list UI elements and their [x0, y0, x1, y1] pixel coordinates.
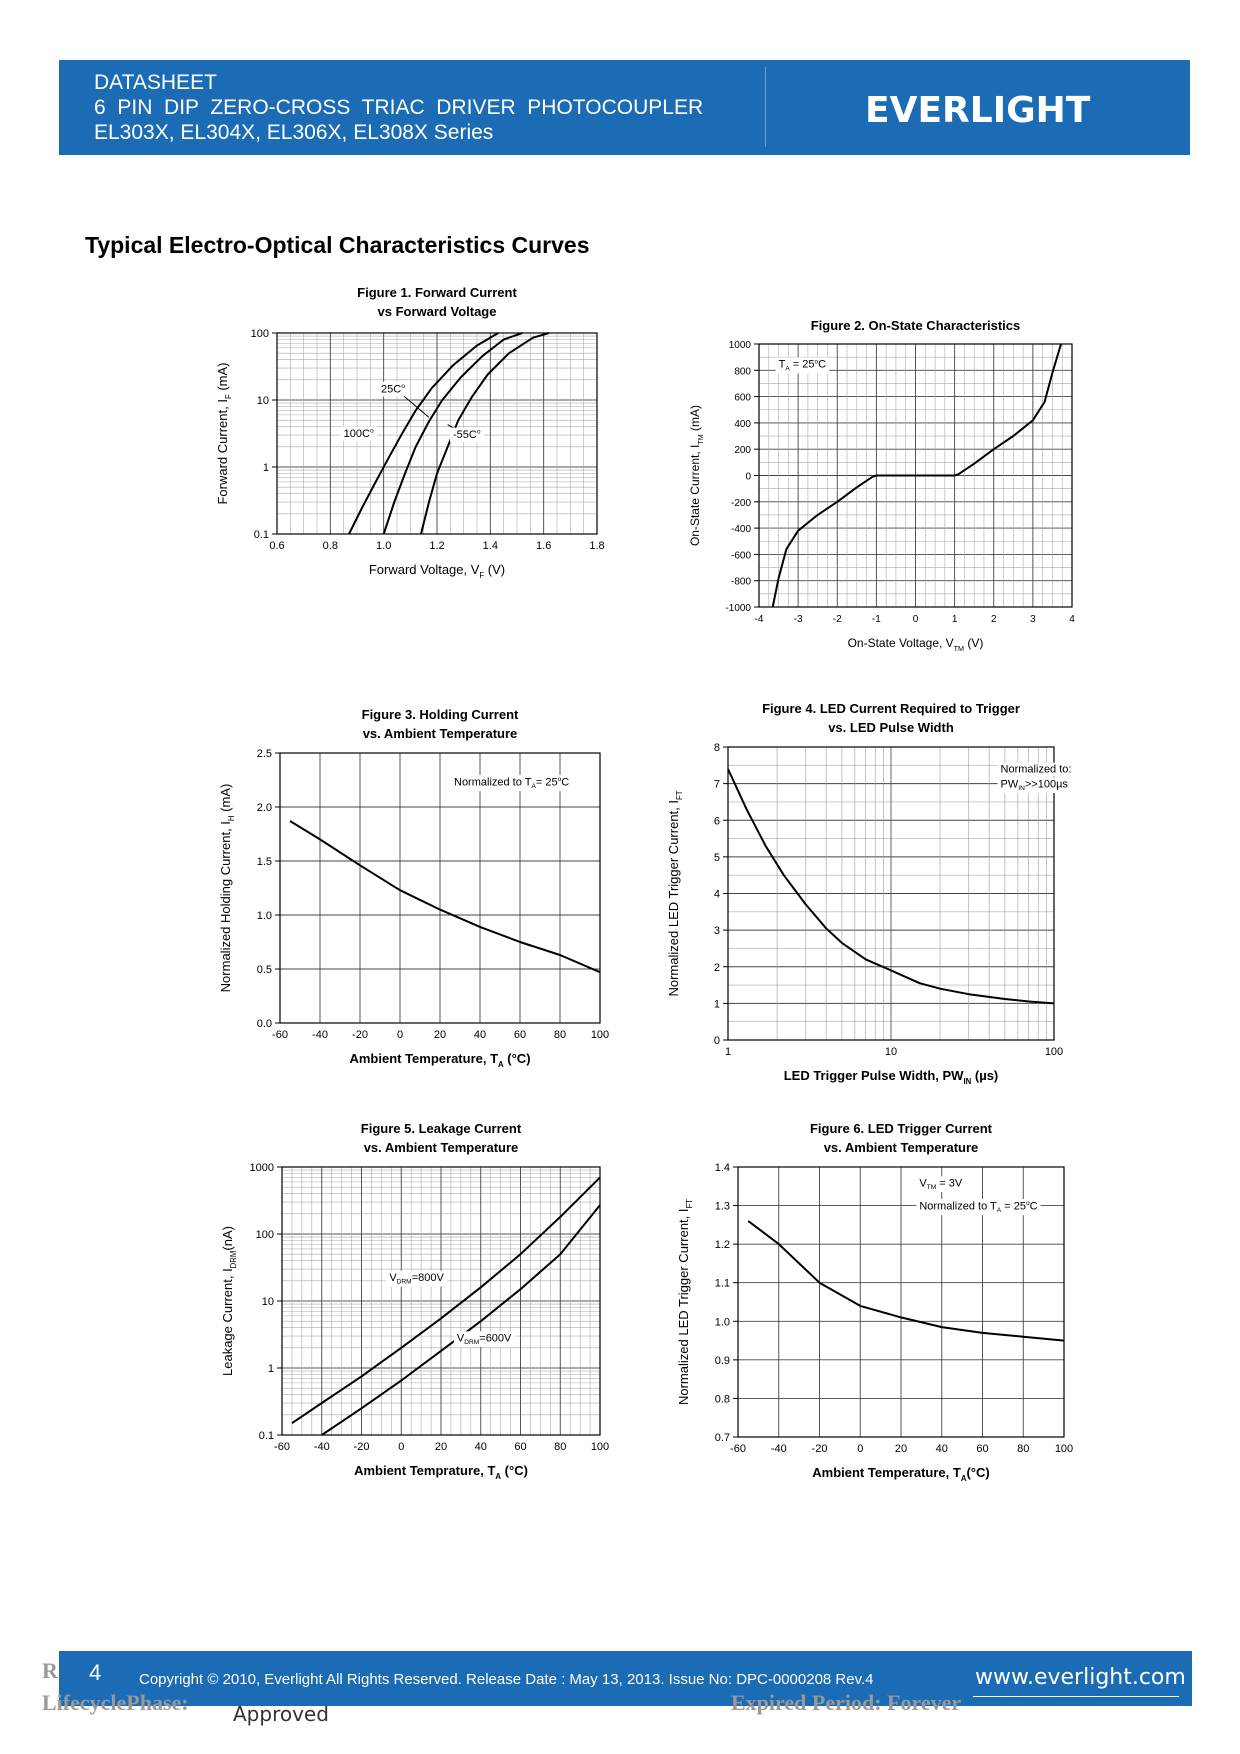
chart-title-line: Figure 1. Forward Current	[357, 285, 517, 300]
chart-title-line: vs. Ambient Temperature	[823, 1140, 979, 1155]
y-tick-label: 100	[250, 328, 269, 340]
y-axis-label: Normalized LED Trigger Current, $I_{FT}$	[676, 1198, 694, 1406]
x-axis-label: On-State Voltage, $V_{TM}$ (V)	[847, 636, 984, 653]
y-tick-label: 2	[713, 961, 720, 974]
x-tick-label: 100	[590, 1029, 610, 1041]
y-tick-label: 0	[713, 1035, 720, 1047]
x-tick-label: -40	[770, 1443, 787, 1455]
x-tick-label: -60	[272, 1029, 288, 1041]
figure-4-chart	[666, 695, 1090, 1086]
x-tick-label: 1	[951, 614, 958, 625]
figure-6	[670, 1113, 1090, 1483]
footer-bar	[59, 1651, 1192, 1706]
y-tick-label: 1.0	[714, 1316, 730, 1329]
x-tick-label: -2	[832, 614, 842, 625]
figure-1-chart	[210, 282, 640, 652]
annotation-label: $V_{DRM}=800V$	[389, 1271, 444, 1286]
y-axis-label: Leakage Current, $I_{DRM}(nA)$	[220, 1225, 238, 1377]
x-axis-label: Forward Voltage, $V_F$ (V)	[368, 562, 506, 580]
figure-5-chart	[210, 1113, 640, 1483]
approved-stamp: Approved	[233, 1702, 329, 1726]
chart-title-line: vs Forward Voltage	[377, 304, 497, 319]
annotation-label: $PW_{IN}>>100\mu s$	[1000, 778, 1068, 793]
series-line-1	[748, 1221, 1064, 1341]
x-tick-label: -20	[353, 1441, 370, 1453]
x-tick-label: 1.2	[429, 540, 445, 552]
header-line-datasheet: DATASHEET	[94, 71, 217, 94]
x-tick-label: 80	[554, 1441, 567, 1453]
x-tick-label: 40	[474, 1441, 487, 1453]
x-tick-label: 0	[398, 1441, 405, 1453]
chart-title-line: vs. Ambient Temperature	[363, 1140, 519, 1155]
x-tick-label: 60	[513, 1029, 527, 1041]
page-number: 4	[89, 1660, 102, 1685]
x-tick-label: 100	[1044, 1046, 1064, 1058]
y-tick-label: 1.2	[714, 1239, 730, 1252]
chart-title-line: vs. LED Pulse Width	[828, 720, 954, 735]
series-line-1	[290, 821, 600, 972]
y-tick-label: 1.1	[714, 1277, 730, 1290]
y-tick-label: 1.0	[256, 910, 272, 922]
x-axis-label: Ambient Temperature, $T_A$ (°C)	[349, 1051, 531, 1069]
grid	[280, 753, 600, 1023]
lifecycle-phase-label: LifecyclePhase:	[42, 1690, 189, 1715]
x-tick-label: 20	[433, 1029, 447, 1041]
header-divider	[765, 67, 766, 147]
y-tick-label: 1.3	[714, 1200, 730, 1213]
section-title: Typical Electro-Optical Characteristics Curves	[85, 232, 590, 258]
y-tick-label: 600	[734, 392, 751, 404]
chart-title-line: Figure 4. LED Current Required to Trigger	[762, 701, 1020, 716]
annotation-label: $100C^o$	[343, 427, 374, 441]
x-axis-label: LED Trigger Pulse Width, $PW_{IN}$ (µs)	[783, 1068, 999, 1086]
header-line-product: 6 PIN DIP ZERO-CROSS TRIAC DRIVER PHOTOCOUPLER	[94, 96, 704, 119]
chart-title-line: Figure 5. Leakage Current	[360, 1121, 522, 1136]
y-tick-label: 1	[267, 1363, 274, 1375]
x-tick-label: -60	[274, 1441, 290, 1453]
annotation-label: Normalized to $T_A = 25^oC$	[919, 1200, 1038, 1215]
y-tick-label: 10	[256, 395, 269, 407]
y-tick-label: 0	[745, 471, 751, 483]
x-tick-label: 100	[1054, 1443, 1074, 1455]
y-tick-label: 10	[261, 1296, 274, 1308]
x-tick-label: 60	[514, 1441, 527, 1453]
y-tick-label: 1000	[249, 1162, 274, 1174]
x-tick-label: 0	[396, 1029, 404, 1041]
x-tick-label: 80	[553, 1029, 567, 1041]
x-tick-label: 0	[912, 614, 919, 625]
y-tick-label: 5	[713, 851, 720, 864]
copyright-text: Copyright © 2010, Everlight All Rights Reserved. Release Date : May 13, 2013. Issue No: DPC-0000208 Rev.4	[139, 1671, 874, 1688]
lifecycle-prefix: R	[42, 1658, 58, 1683]
x-tick-label: 2	[990, 614, 997, 625]
x-tick-label: 1.0	[376, 540, 392, 552]
x-tick-label: 1	[724, 1046, 732, 1058]
x-tick-label: 1.8	[589, 540, 605, 552]
x-tick-label: 0.6	[269, 540, 285, 552]
annotation-label: $V_{TM} = 3V$	[919, 1177, 963, 1192]
y-tick-label: 2.5	[256, 748, 272, 760]
x-tick-label: -3	[793, 614, 803, 625]
y-tick-label: 400	[734, 418, 751, 430]
website-link[interactable]: www.everlight.com	[975, 1665, 1186, 1690]
y-tick-label: 1	[713, 998, 720, 1011]
y-tick-label: -1000	[725, 603, 751, 614]
y-tick-label: -400	[730, 524, 751, 536]
x-tick-label: 20	[894, 1443, 908, 1455]
y-tick-label: 1.5	[256, 856, 272, 868]
everlight-logo: EVERLIGHT	[865, 90, 1091, 131]
figure-6-chart	[670, 1113, 1090, 1483]
x-tick-label: 4	[1069, 614, 1075, 625]
figure-2	[670, 312, 1090, 652]
chart-title-line: vs. Ambient Temperature	[362, 726, 518, 741]
annotation-label: $T_A = 25^oC$	[778, 358, 827, 373]
x-tick-label: -20	[811, 1443, 828, 1455]
y-tick-label: 1000	[728, 340, 751, 351]
figure-2-chart	[670, 312, 1090, 652]
chart-title-line: Figure 2. On-State Characteristics	[810, 318, 1021, 333]
x-tick-label: 40	[473, 1029, 487, 1041]
x-tick-label: 10	[884, 1046, 898, 1058]
x-tick-label: 0	[857, 1443, 864, 1455]
x-tick-label: 40	[935, 1443, 948, 1455]
y-axis-label: Forward Current, $I_F$ (mA)	[215, 362, 233, 505]
y-tick-label: 0.9	[714, 1354, 730, 1367]
y-tick-label: 800	[734, 366, 751, 378]
chart-title-line: Figure 3. Holding Current	[361, 707, 519, 722]
x-tick-label: -40	[312, 1029, 328, 1041]
annotation-label: Normalized to:	[1000, 763, 1072, 776]
x-axis-label: Ambient Temperature, $T_A(^\circ C)$	[812, 1465, 990, 1483]
chart-title-line: Figure 6. LED Trigger Current	[809, 1121, 993, 1136]
x-tick-label: 1.6	[536, 540, 552, 552]
x-tick-label: -60	[730, 1443, 746, 1455]
annotation-label: $-55C^o$	[453, 428, 481, 442]
x-tick-label: 20	[434, 1441, 448, 1453]
grid	[282, 1167, 600, 1435]
y-tick-label: -600	[730, 550, 751, 562]
website-underline	[973, 1696, 1179, 1697]
figure-3	[210, 700, 640, 1070]
x-tick-label: 60	[976, 1443, 989, 1455]
y-tick-label: 0.1	[258, 1430, 274, 1442]
x-tick-label: 0.8	[322, 540, 338, 552]
figure-5	[210, 1113, 640, 1483]
series-line-3	[421, 333, 549, 534]
header-bar	[59, 60, 1190, 155]
x-tick-label: 80	[1017, 1443, 1030, 1455]
x-tick-label: 100	[590, 1441, 610, 1453]
y-tick-label: 7	[713, 778, 720, 791]
y-tick-label: 3	[713, 925, 720, 938]
y-tick-label: 0.0	[256, 1018, 272, 1030]
x-tick-label: 3	[1030, 614, 1036, 625]
figure-3-chart	[210, 700, 640, 1070]
x-tick-label: -40	[313, 1441, 330, 1453]
y-axis-label: Normalized LED Trigger Current, $I_{FT}$	[666, 790, 684, 997]
y-axis-label: On-State Current, $I_{TM}$ (mA)	[688, 404, 705, 547]
y-tick-label: 1.4	[714, 1162, 730, 1174]
y-tick-label: 200	[734, 445, 751, 457]
y-axis-label: Normalized Holding Current, $I_H$ (mA)	[218, 783, 236, 993]
y-tick-label: 0.5	[256, 964, 272, 976]
y-tick-label: 8	[713, 742, 720, 754]
x-tick-label: 1.4	[482, 540, 498, 552]
y-tick-label: 0.1	[253, 529, 269, 541]
y-tick-label: 4	[713, 888, 720, 901]
x-tick-label: -1	[871, 614, 881, 625]
header-text	[94, 70, 703, 145]
y-tick-label: 2.0	[256, 802, 272, 814]
y-tick-label: -200	[730, 497, 751, 509]
y-tick-label: 6	[713, 815, 720, 828]
y-tick-label: 0.8	[714, 1393, 730, 1406]
x-tick-label: -20	[352, 1029, 368, 1041]
figure-4	[666, 695, 1090, 1086]
y-tick-label: 100	[255, 1229, 274, 1241]
annotation-label: $25C^o$	[381, 382, 405, 396]
annotation-label: Normalized to $T_A= 25^oC$	[454, 776, 570, 791]
y-tick-label: -800	[730, 576, 751, 588]
header-line-series: EL303X, EL304X, EL306X, EL308X Series	[94, 121, 494, 144]
series-line-1	[292, 1177, 600, 1423]
x-axis-label: Ambient Temprature, $T_A$ (°C)	[354, 1463, 528, 1481]
grid	[277, 333, 597, 534]
expired-period-text: Expired Period: Forever	[731, 1690, 962, 1715]
figure-1	[210, 282, 640, 652]
x-tick-label: -4	[754, 614, 764, 625]
y-tick-label: 0.7	[714, 1432, 730, 1444]
y-tick-label: 1	[262, 462, 269, 474]
annotation-label: $V_{DRM}=600V$	[456, 1332, 512, 1347]
